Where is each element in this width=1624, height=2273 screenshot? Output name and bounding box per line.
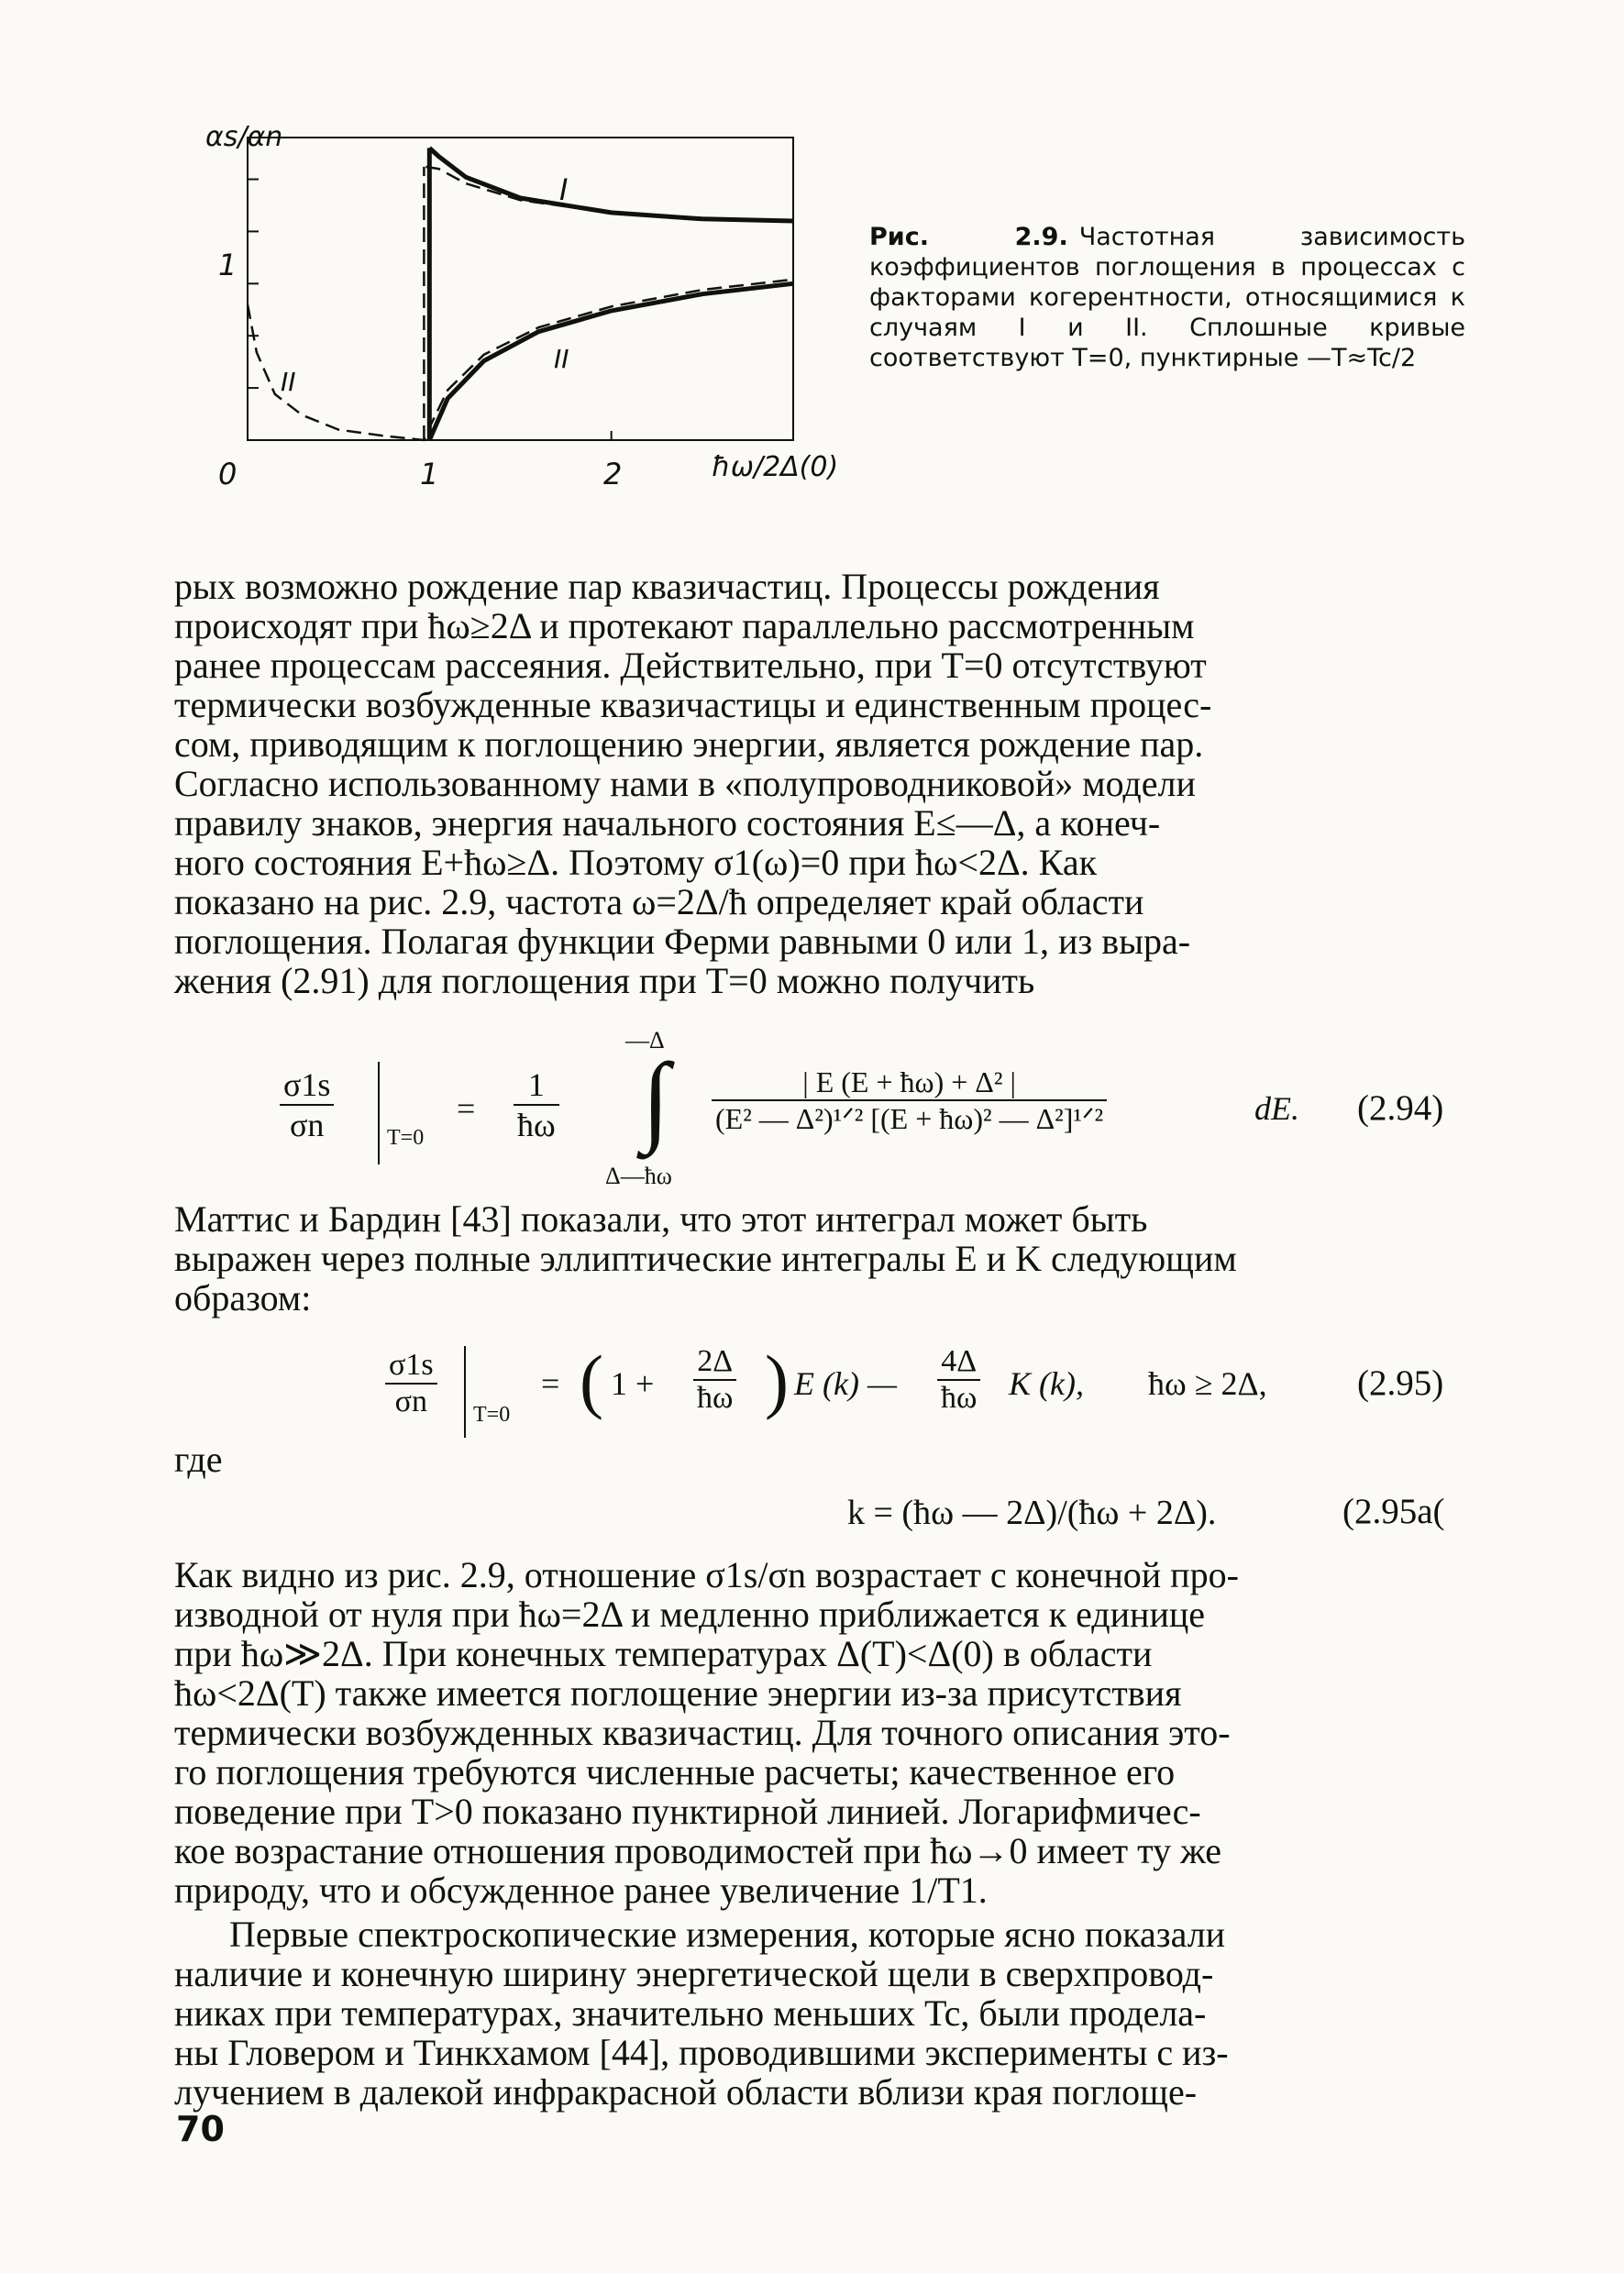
eq95-eq: = <box>541 1365 560 1402</box>
figure-2-9 <box>183 110 844 541</box>
eq94-eq: = <box>457 1090 476 1127</box>
text-line: происходят при ħω≥2Δ и протекают параллельно рассмотренным <box>174 605 1195 646</box>
paragraph-3 <box>174 1555 1458 1910</box>
x-tick-0: 0 <box>218 457 238 491</box>
text-line: ного состояния E+ħω≥Δ. Поэтому σ1(ω)=0 при ħω<2Δ. Как <box>174 842 1098 883</box>
eq95-open-paren: ( <box>580 1341 603 1420</box>
eq95-sub: T=0 <box>473 1403 511 1427</box>
eq94-dE: dE. <box>1254 1090 1299 1127</box>
text-line: ранее процессам рассеяния. Действительно, при T=0 отсутствуют <box>174 645 1207 686</box>
eq95-condition: ħω ≥ 2Δ, <box>1148 1365 1267 1402</box>
eq95-frac1: $\frac{2\Delta}{ħ\omega}$ <box>693 1344 736 1416</box>
curve-label-II-left: II <box>281 367 296 397</box>
eq94-integrand: $\frac{\text{| E (E + ħω) + Δ² |}}{\text{(E² — Δ²)¹ᐟ² [(E + ħω)² — Δ²]¹ᐟ²}}$ <box>712 1065 1107 1136</box>
eq95-close-paren: ) <box>765 1341 789 1420</box>
eq95a-number: (2.95a( <box>1342 1492 1445 1531</box>
y-tick-1: 1 <box>218 248 238 282</box>
x-tick-2: 2 <box>603 457 623 491</box>
eq95a: k = (ħω — 2Δ)/(ħω + 2Δ). <box>847 1494 1217 1532</box>
figure-caption <box>869 222 1465 373</box>
paragraph-4 <box>174 1914 1458 2112</box>
text-line: лучением в далекой инфракрасной области вблизи края поглоще- <box>174 2071 1198 2113</box>
caption-text: Частотная зависимость коэффициентов поглощения в процессах с факторами когерентности, относящимися к случаям I и II. Сплошные кривые соответствуют T=0, пунктирные —T≈Tc/2 <box>869 223 1465 372</box>
eq94-eval-bar <box>378 1062 380 1164</box>
text-line: Первые спектроскопические измерения, которые ясно показали <box>229 1914 1226 1955</box>
x-tick-1: 1 <box>420 457 439 491</box>
text-line: поглощения. Полагая функции Ферми равными 0 или 1, из выра- <box>174 921 1191 962</box>
text-line: образом: <box>174 1277 312 1319</box>
text-line: ны Гловером и Тинкхамом [44], проводившими эксперименты с из- <box>174 2032 1229 2073</box>
y-axis-label: αs/αn <box>205 121 283 153</box>
curve-label-I: I <box>559 172 569 207</box>
eq95-Kk: K (k), <box>1009 1365 1084 1402</box>
text-line: наличие и конечную ширину энергетической щели в сверхпровод- <box>174 1953 1214 1994</box>
x-axis-label: ħω/2Δ(0) <box>712 451 839 483</box>
text-line: показано на рис. 2.9, частота ω=2Δ/ħ определяет край области <box>174 881 1144 922</box>
text-line: Как видно из рис. 2.9, отношение σ1s/σn возрастает с конечной про- <box>174 1554 1239 1595</box>
where-word: где <box>174 1439 223 1480</box>
eq95-lhs: $\frac{\sigma 1s}{\sigma n}$ <box>385 1348 437 1419</box>
text-line: сом, приводящим к поглощению энергии, является рождение пар. <box>174 723 1204 765</box>
integral-sign: ∫ <box>642 1043 670 1154</box>
text-line: термически возбужденных квазичастиц. Для точного описания это- <box>174 1712 1231 1753</box>
text-line: при ħω≫2Δ. При конечных температурах Δ(T)<Δ(0) в области <box>174 1633 1153 1674</box>
eq94-lower-limit: Δ—ħω <box>605 1163 672 1189</box>
eq95-one-plus: 1 + <box>611 1365 655 1402</box>
eq94-lhs: $\frac{\sigma 1s}{\sigma n}$ <box>280 1065 334 1144</box>
eq95-Ek: E (k) — <box>794 1365 897 1402</box>
text-line: рых возможно рождение пар квазичастиц. Процессы рождения <box>174 566 1160 607</box>
eq95-frac2: $\frac{4\Delta}{ħ\omega}$ <box>937 1344 980 1416</box>
paragraph-2 <box>174 1199 1458 1318</box>
series-line-0 <box>429 148 793 221</box>
eq94-coef: $\frac{1}{ħ\omega}$ <box>514 1065 559 1144</box>
text-line: го поглощения требуются численные расчеты; качественное его <box>174 1751 1176 1793</box>
page-number: 70 <box>176 2109 225 2149</box>
eq94-upper-limit: —Δ <box>625 1027 665 1054</box>
text-line: правилу знаков, энергия начального состояния E≤—Δ, а конеч- <box>174 802 1161 844</box>
eq94-sub: T=0 <box>387 1126 425 1150</box>
text-line: Согласно использованному нами в «полупроводниковой» модели <box>174 763 1196 804</box>
text-line: кое возрастание отношения проводимостей при ħω→0 имеет ту же <box>174 1830 1221 1871</box>
text-line: изводной от нуля при ħω=2Δ и медленно приближается к единице <box>174 1594 1206 1635</box>
caption-label: Рис. 2.9. <box>869 223 1068 251</box>
text-line: поведение при T>0 показано пунктирной линией. Логарифмичес- <box>174 1791 1201 1832</box>
series-line-3 <box>248 280 793 440</box>
curve-label-II-right: II <box>554 344 569 374</box>
text-line: ħω<2Δ(T) также имеется поглощение энергии из-за присутствия <box>174 1672 1182 1714</box>
text-line: природу, что и обсужденное ранее увеличение 1/T1. <box>174 1870 988 1911</box>
eq95-number: (2.95) <box>1357 1363 1444 1403</box>
eq95-eval-bar <box>464 1346 466 1438</box>
text-line: жения (2.91) для поглощения при T=0 можно получить <box>174 960 1035 1001</box>
text-line: Маттис и Бардин [43] показали, что этот интеграл может быть <box>174 1198 1148 1240</box>
eq94-number: (2.94) <box>1357 1088 1444 1128</box>
text-line: выражен через полные эллиптические интегралы E и K следующим <box>174 1238 1237 1279</box>
paragraph-1 <box>174 567 1458 1000</box>
text-line: термически возбужденные квазичастицы и единственным процес- <box>174 684 1212 725</box>
text-line: никах при температурах, значительно меньших Tc, были продела- <box>174 1992 1207 2034</box>
